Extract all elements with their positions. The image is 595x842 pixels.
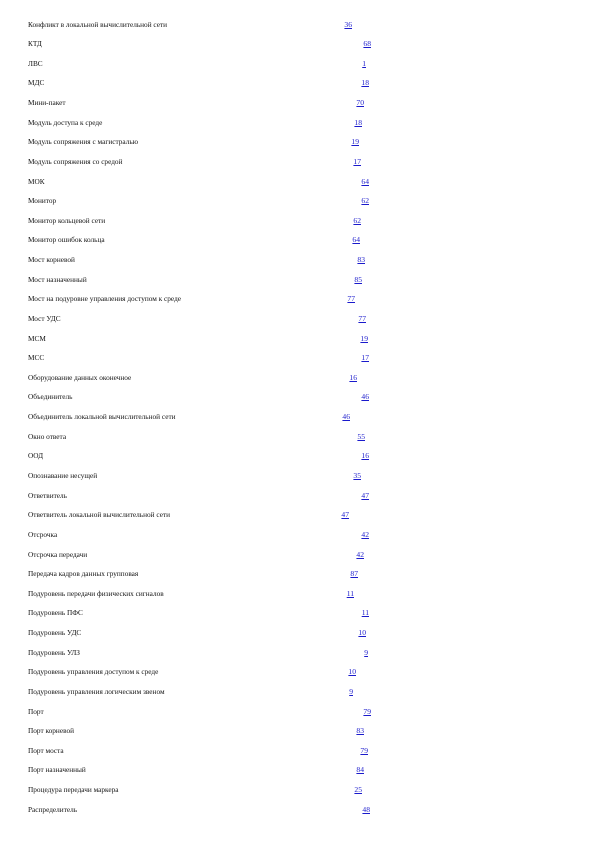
index-entry [0,371,595,385]
index-entry [0,430,595,444]
index-term: Подуровень УЛЗ [28,647,80,657]
index-page-link[interactable]: 46 [361,392,369,402]
index-entry [0,155,595,169]
index-entry [0,351,595,365]
index-term: Монитор [28,196,57,206]
index-term: Распределитель [28,804,78,814]
index-page-link[interactable]: 36 [344,19,352,29]
index-page-link[interactable]: 70 [356,98,364,108]
index-entry [0,96,595,110]
index-entry [0,469,595,483]
index-term: Модуль сопряжения с магистралью [28,137,139,147]
index-page-link[interactable]: 42 [361,529,369,539]
index-entry [0,744,595,758]
index-page-link[interactable]: 10 [348,667,356,677]
index-term: Конфликт в локальной вычислительной сети [28,19,168,29]
index-page-link[interactable]: 9 [364,647,368,657]
index-term: Отсрочка [28,529,58,539]
index-page-link[interactable]: 9 [349,686,353,696]
index-entry [0,175,595,189]
index-page-link[interactable]: 10 [358,628,366,638]
index-term: Процедура передачи маркера [28,785,119,795]
index-term: ЛВС [28,58,43,68]
index-entry [0,803,595,817]
index-term: Передача кадров данных групповая [28,569,139,579]
index-page-link[interactable]: 62 [361,196,369,206]
index-page-link[interactable]: 11 [361,608,369,618]
index-entry [0,646,595,660]
index-entry [0,567,595,581]
index-page-link[interactable]: 79 [363,706,371,716]
index-entry [0,705,595,719]
index-term: Модуль доступа к среде [28,117,103,127]
index-page-link[interactable]: 18 [354,117,362,127]
index-entry [0,233,595,247]
index-page-link[interactable]: 79 [360,745,368,755]
index-term: Опознавание несущей [28,470,98,480]
index-page-link[interactable]: 55 [357,431,365,441]
index-entry [0,587,595,601]
index-term: МСС [28,353,45,363]
index-entry [0,489,595,503]
index-entry [0,18,595,32]
index-page-link[interactable]: 17 [361,353,369,363]
index-entry [0,410,595,424]
index-entry [0,214,595,228]
index-page-link[interactable]: 64 [361,176,369,186]
index-page-link[interactable]: 77 [358,313,366,323]
index-term: Подуровень ПФС [28,608,83,618]
index-page-link[interactable]: 19 [351,137,359,147]
index-entry [0,273,595,287]
index-term: Монитор кольцевой сети [28,215,106,225]
index-term: Оборудование данных оконечное [28,372,132,382]
index-term: Мост на подуровне управления доступом к среде [28,294,182,304]
index-entry [0,135,595,149]
index-term: Порт моста [28,745,64,755]
index-page-link[interactable]: 83 [356,726,364,736]
index-page-link[interactable]: 1 [362,58,366,68]
index-term: МСМ [28,333,46,343]
index-page-link[interactable]: 19 [360,333,368,343]
index-entry [0,449,595,463]
index-entry [0,292,595,306]
index-page-link[interactable]: 64 [352,235,360,245]
index-entry [0,194,595,208]
index-page-link[interactable]: 11 [346,588,354,598]
index-entry [0,253,595,267]
index-entry [0,390,595,404]
index-entry [0,763,595,777]
index-term: МОК [28,176,45,186]
index-page-link[interactable]: 77 [347,294,355,304]
index-page-link[interactable]: 42 [356,549,364,559]
index-term: КТД [28,39,42,49]
index-term: Окно ответа [28,431,67,441]
index-term: Модуль сопряжения со средой [28,156,123,166]
index-entry [0,57,595,71]
index-page-link[interactable]: 47 [341,510,349,520]
index-term: МДС [28,78,45,88]
index-entry [0,37,595,51]
index-term: Подуровень передачи физических сигналов [28,588,164,598]
index-entry [0,528,595,542]
index-term: Подуровень управления доступом к среде [28,667,159,677]
index-entry [0,606,595,620]
index-term: Мини-пакет [28,98,66,108]
index-entry [0,116,595,130]
index-term: Объединитель локальной вычислительной сети [28,412,176,422]
index-page-link[interactable]: 18 [361,78,369,88]
index-term: Мост УДС [28,313,61,323]
index-term: Мост корневой [28,255,75,265]
index-term: Объединитель [28,392,73,402]
index-entry [0,312,595,326]
index-page-link[interactable]: 46 [342,412,350,422]
index-page-link[interactable]: 35 [353,470,361,480]
index-page-link[interactable]: 68 [363,39,371,49]
index-entry [0,508,595,522]
index-term: Порт [28,706,44,716]
index-entry [0,783,595,797]
index-entry [0,76,595,90]
index-page-link[interactable]: 16 [349,372,357,382]
index-term: Отсрочка передачи [28,549,88,559]
index-page-link[interactable]: 47 [361,490,369,500]
index-page-link[interactable]: 83 [357,255,365,265]
index-entry [0,724,595,738]
index-term: Монитор ошибок кольца [28,235,105,245]
index-term: Порт корневой [28,726,75,736]
index-page-link[interactable]: 17 [353,156,361,166]
index-page-link[interactable]: 25 [354,785,362,795]
index-page-link[interactable]: 62 [353,215,361,225]
index-term: Ответвитель локальной вычислительной сети [28,510,171,520]
index-entry [0,685,595,699]
index-page-link[interactable]: 48 [362,804,370,814]
index-page-link[interactable]: 16 [361,451,369,461]
index-term: Порт назначенный [28,765,86,775]
index-term: Подуровень управления логическим звеном [28,686,165,696]
index-entry [0,332,595,346]
index-entry [0,548,595,562]
index-term: ООД [28,451,44,461]
index-entry [0,626,595,640]
index-term: Подуровень УДС [28,628,82,638]
index-page-link[interactable]: 84 [356,765,364,775]
index-page-link[interactable]: 85 [354,274,362,284]
index-term: Мост назначенный [28,274,87,284]
index-term: Ответвитель [28,490,67,500]
index-entry [0,665,595,679]
index-page-link[interactable]: 87 [350,569,358,579]
